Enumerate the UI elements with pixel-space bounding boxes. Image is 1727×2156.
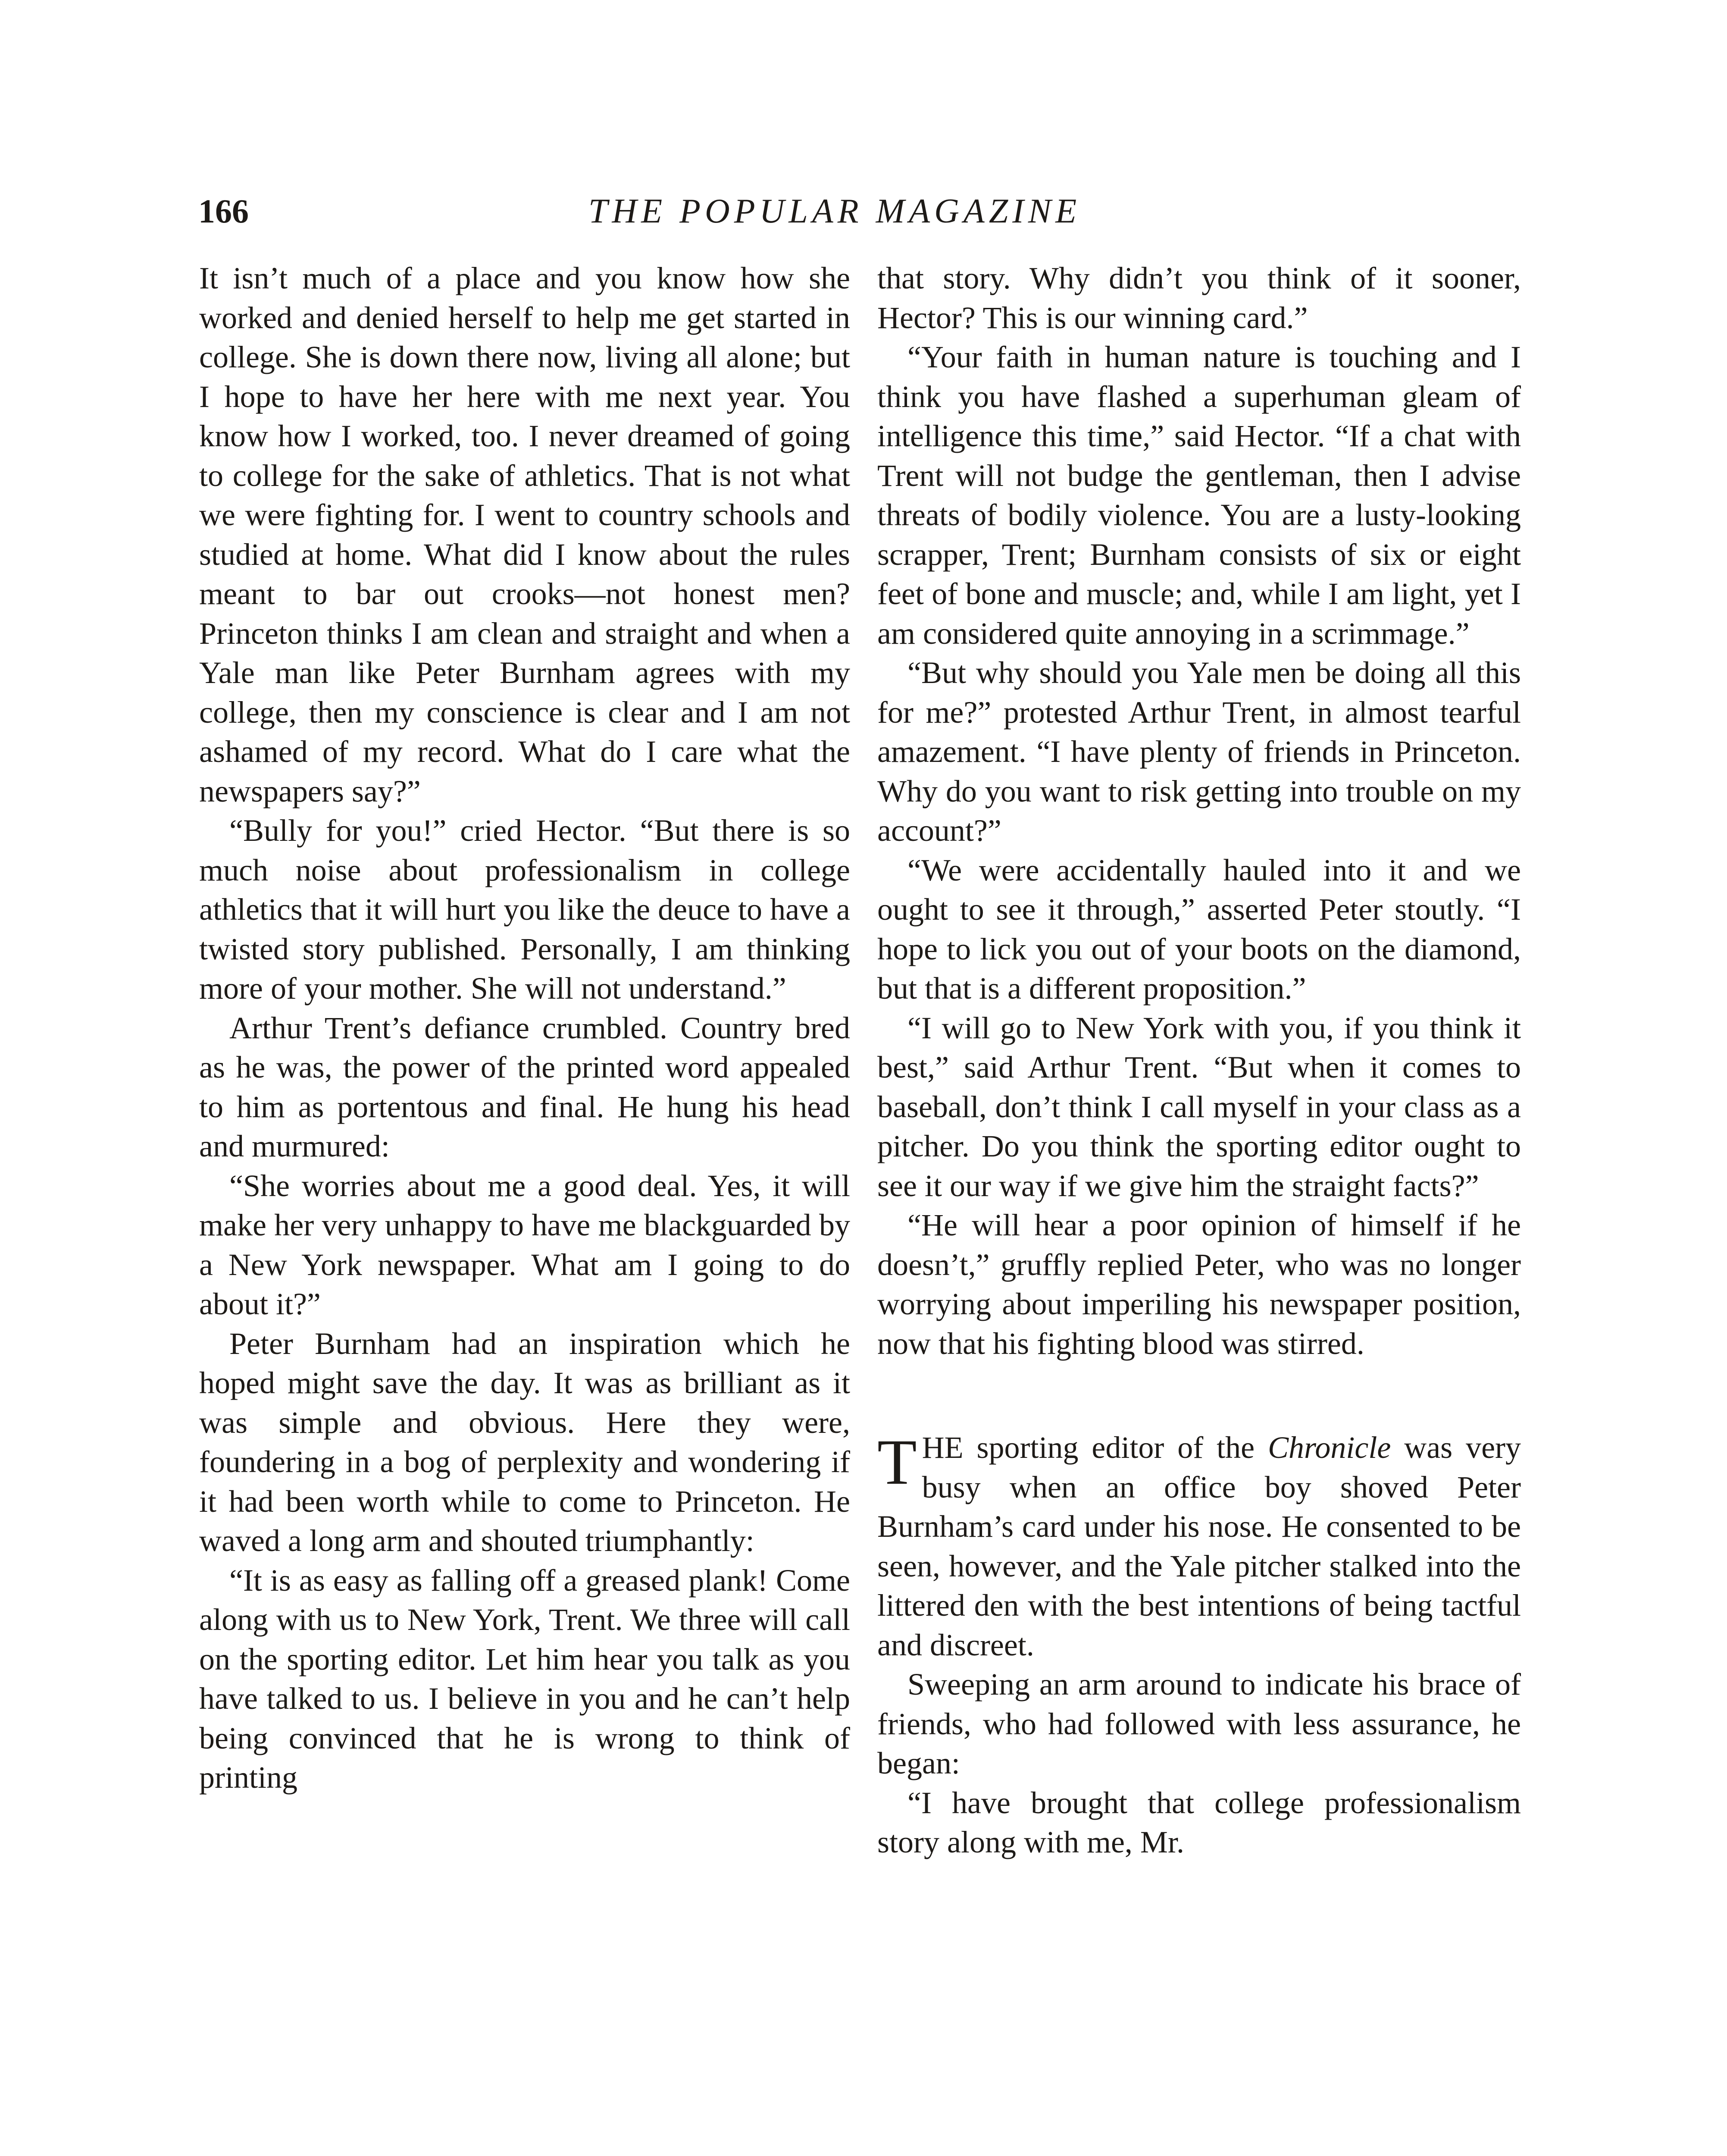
paragraph: “We were accidentally hauled into it and we ought to see it through,” asserted Peter stoutly. “I hope to lick you out of your boots on the diamond, but that is a different proposition.” bbox=[877, 852, 1521, 1006]
section-break bbox=[877, 1363, 1521, 1428]
left-column bbox=[199, 259, 850, 1798]
right-column bbox=[877, 259, 1521, 1862]
paragraph-text: sporting editor of the bbox=[963, 1430, 1268, 1465]
page-number: 166 bbox=[198, 192, 249, 230]
paragraph: “I have brought that college professionalism story along with me, Mr. bbox=[877, 1785, 1521, 1859]
paragraph: “She worries about me a good deal. Yes, it will make her very unhappy to have me blackguarded by a New York newspaper. What am I going to do about it?” bbox=[199, 1168, 850, 1321]
paragraph: “But why should you Yale men be doing all this for me?” protested Arthur Trent, in almost tearful amazement. “I have plenty of friends in Princeton. Why do you want to risk getting into trouble on my account?” bbox=[877, 655, 1521, 848]
paragraph: “It is as easy as falling off a greased plank! Come along with us to New York, Trent. We three will call on the sporting editor. Let him hear you talk as you have talked to us. I believe in you and he can’t help being convinced that he is wrong to think of printing bbox=[199, 1563, 850, 1795]
section-opening-paragraph bbox=[877, 1428, 1521, 1665]
newspaper-name: Chronicle bbox=[1268, 1430, 1391, 1465]
paragraph-text: was very busy when an office boy shoved Peter Burnham’s card under his nose. He consented to be seen, however, and the Yale pitcher stalked into the littered den with the best intentions of being tactful and discreet. bbox=[877, 1430, 1521, 1662]
paragraph: Peter Burnham had an inspiration which he hoped might save the day. It was as brilliant as it was simple and obvious. Here they were, foundering in a bog of perplexity and wondering if it had been worth while to come to Princeton. He waved a long arm and shouted triumphantly: bbox=[199, 1326, 850, 1558]
running-title: THE POPULAR MAGAZINE bbox=[588, 192, 1081, 230]
drop-cap: T bbox=[877, 1426, 917, 1498]
paragraph: that story. Why didn’t you think of it sooner, Hector? This is our winning card.” bbox=[877, 261, 1521, 335]
paragraph: Arthur Trent’s defiance crumbled. Country bred as he was, the power of the printed word appealed to him as portentous and final. He hung his head and murmured: bbox=[199, 1010, 850, 1163]
paragraph: Sweeping an arm around to indicate his brace of friends, who had followed with less assurance, he began: bbox=[877, 1667, 1521, 1780]
page-header bbox=[198, 188, 1539, 235]
paragraph: “I will go to New York with you, if you think it best,” said Arthur Trent. “But when it comes to baseball, don’t think I call myself in your class as a pitcher. Do you think the sporting editor ought to see it our way if we give him the straight facts?” bbox=[877, 1010, 1521, 1203]
opening-caps: HE bbox=[922, 1430, 964, 1465]
paragraph: “Bully for you!” cried Hector. “But there is so much noise about professionalism in college athletics that it will hurt you like the deuce to have a twisted story published. Personally, I am thinking more of your mother. She will not understand.” bbox=[199, 813, 850, 1006]
paragraph: “Your faith in human nature is touching and I think you have flashed a superhuman gleam of intelligence this time,” said Hector. “If a chat with Trent will not budge the gentleman, then I advise threats of bodily violence. You are a lusty-looking scrapper, Trent; Burnham consists of six or eight feet of bone and muscle; and, while I am light, yet I am considered quite annoying in a scrimmage.” bbox=[877, 340, 1521, 651]
paragraph: It isn’t much of a place and you know how she worked and denied herself to help me get started in college. She is down there now, living all alone; but I hope to have her here with me next year. You know how I worked, too. I never dreamed of going to college for the sake of athletics. That is not what we were fighting for. I went to country schools and studied at home. What did I know about the rules meant to bar out crooks—not honest men? Princeton thinks I am clean and straight and when a Yale man like Peter Burnham agrees with my college, then my conscience is clear and I am not ashamed of my record. What do I care what the newspapers say?” bbox=[199, 261, 850, 808]
paragraph: “He will hear a poor opinion of himself if he doesn’t,” gruffly replied Peter, who was no longer worrying about imperiling his newspaper position, now that his fighting blood was stirred. bbox=[877, 1208, 1521, 1361]
